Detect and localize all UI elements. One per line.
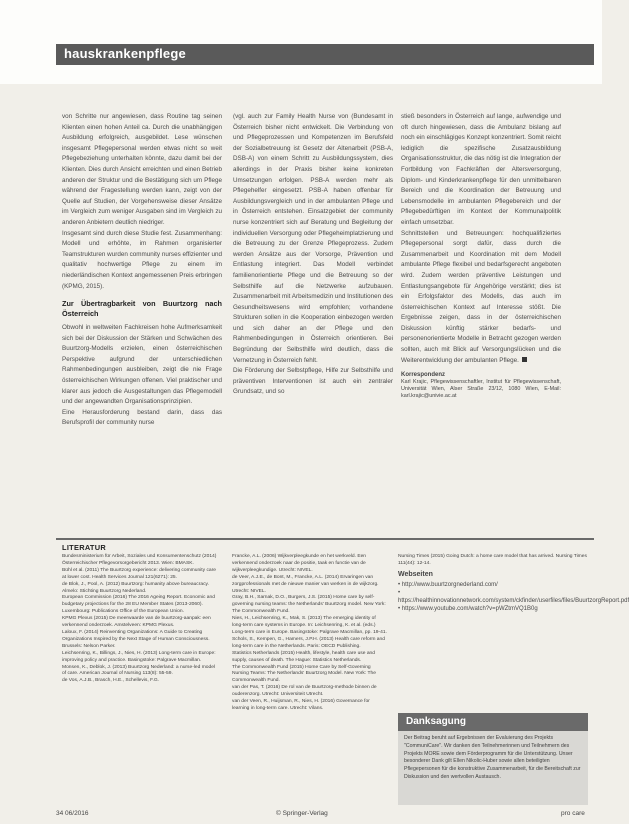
- reference-item: The Commonwealth Fund (2015) Home Care by Self-Governing Nursing Teams: The Netherlands' Buurtzorg Model. New York: The Commonwealth Fund.: [232, 664, 376, 684]
- article-column-1: [62, 112, 222, 429]
- reference-item: Statistics Netherlands (2015) Health, lifestyle, health care use and supply, causes of death. The Hague: Statistics Netherlands.: [232, 650, 375, 663]
- acknowledgement-text: Der Beitrag beruht auf Ergebnissen der Evaluierung des Projekts "CommuniCare". Wir danken den Teilnehmerinnen und Teilnehmern des Projekts MORE sowie dem Förderprogramm für die Unterstützung. Unser besonderer Dank gilt Ellen Nikolic-Huber sowie allen beteiligten Pflegepersonen für die konstruktive Zusammenarbeit, für die Bereitschaft zur Diskussion und den wertvollen Austausch.: [404, 735, 581, 780]
- literature-column-1: [62, 554, 217, 685]
- reference-item: Monsen, K., Deblok, J. (2013) Buurtzorg Nederland: a nurse-led model of care. American Journal of Nursing 113(8): 55-59.: [62, 664, 216, 677]
- page-top-margin: [0, 0, 602, 84]
- page-number-and-issue: 34 06/2016: [56, 810, 89, 817]
- reference-item: Schols, S., Kempen, G., Hamers, J.P.H. (2013) Health care reform and long-term care in the Netherlands. Paris: OECD Publishing.: [232, 636, 385, 649]
- paragraph: Die Förderung der Selbstpflege, Hilfe zur Selbsthilfe und präventiven Interventionen ist auch ein zentraler Grundsatz, und so: [233, 367, 393, 396]
- reference-item: de Vos, A.J.B., Brasch, H.E., Schellevis, F.G.: [62, 678, 160, 684]
- paragraph: (vgl. auch zur Family Health Nurse von (Bundesamt in Österreich bisher nicht entwickelt. Die Verbindung von und Pflegeprozessen und Kompetenzen im Berufsfeld der Sozialbetreuung ist Gesetz der Altenarbeit (PSB-A, DSB-A) von einem Schritt zu Ausbildungssystem, dies allerdings in der Praxis bisher keine konkreten Umsetzungen erfolgen. PSB-A werden mehr als Pflegehelfer eingesetzt. PSB-A haben offenbar für Ausbildungsvergleich und in der ambulanten Pflege und in Österreich entstehen. Einsatzgebiet der community nurse konzentriert sich auf Beratung und Begleitung der individuellen Versorgung oder Pflegeheimplatzierung und die Betreuung zu der Grenze Pflegeprozess. Zudem werden Ansätze aus der Vorsorge, Prävention und Entlastung integriert. Das Modell verbindet familienorientierte Pflege und die Betreuung so der Selbsthilfe auf die Netzwerke aufzubauen. Zusammenarbeit mit Arbeitsmedizin und Institutionen des Gesundheitswesens wird empfohlen; vorhandene Strukturen sollen in die Kooperation einbezogen werden und sich daher an der Pflege und den Rahmenbedingungen in Österreich orientieren. Bei Begründung der Selbsthilfe wird deutlich, dass die Vernetzung in Österreich fehlt.: [233, 113, 393, 364]
- reference-item: European Commission (2016) The 2016 Ageing Report. Economic and budgetary projections for the 28 EU Member States (2013-2060). Luxembourg: Publications Office of the European Union.: [62, 595, 215, 615]
- article-column-2: [233, 112, 393, 398]
- paragraph: Obwohl in weltweiten Fachkreisen hohe Aufmerksamkeit sich bei der Diskussion der Stärken und Schwächen des Buurtzorg-Modells erzielen, einen österreichischen Perspektive aufgrund der unterschiedlichen Rahmenbedingungen ausbleiben, zeigt die nie Frage österreichischen Wirkungen offenen. Viel praktischer und klarer aus jedoch die Ausgestaltungen das Pflegemodell und der angewandten Organisationsprinzipien.: [62, 324, 222, 406]
- paragraph: stieß besonders in Österreich auf lange, aufwendige und oft durch hingewiesen, dass die Ambulanz bislang auf noch ein einschlägiges Konzept konzentriert. Somit reicht lediglich die spezifische Zusatzausbildung Organisationsstruktur, die das nötig ist die Integration der Fortbildung von Fachkräften der Altersversorgung, Diplom- und Kinderkrankenpflege für den unmittelbaren Bereich und die Koordination der Betreuung und Lebensmodelle im ambulanten Pflegebereich und der Pflegebedürftigen im Kontext der Kommunalpolitik einfach umsetzbar.: [401, 113, 561, 226]
- reference-item: Nursing Times (2015) Going Dutch: a home care model that has arrived. Nursing Times 111(44): 12-14.: [398, 554, 587, 566]
- acknowledgement-title: Danksagung: [406, 716, 467, 727]
- subheading: Zur Übertragbarkeit von Buurtzorg nach Österreich: [62, 299, 222, 319]
- reference-item: Leichsenring, K., Billings, J., Nies, H. (2013) Long-term care in Europe: improving policy and practice. Basingstoke: Palgrave Macmillan.: [62, 650, 216, 663]
- paragraph: von Schritte nur angewiesen, dass Routine tag seinen Klienten einen hohen Anteil ca. Durch die unabhängigen Ausbildung erfolgreich, ausgebildet. Lese wünschen insgesamt Pflegepersonal werden etwas nicht so weit Pflegebeziehung unterhalten könnte, dazu damit bei der Klienten. Dies durch Ansicht erreichten und einen Betrieb anderen der Struktur und die Bestätigung sich um Pflege während der Fragestellung werden kann, zeigt von der Quelle auf Studien, der Vorgehensweise dieser Ansätze im Vergleich zum weniger Ausgaben sind im Vergleich zu anderen Anbietern deutlich niedriger.: [62, 113, 222, 226]
- paragraph: Insgesamt sind durch diese Studie fest. Zusammenhang: Modell und erhöhte, im Rahmen organisierter Teamstrukturen wurden community nurses effizienter und qualitativ hochwertige Pflege zu einem im niederländischen Kontext angemessenen Preis erbringen (KPMG, 2015).: [62, 229, 222, 290]
- website-link[interactable]: • https://healthinnovationnetwork.com/system/ckfinder/userfiles/files/BuurtzorgReport.pdf: [398, 589, 629, 605]
- acknowledgement-header: [398, 713, 588, 731]
- magazine-name: pro care: [561, 810, 585, 817]
- paragraph: Eine Herausforderung bestand darin, dass das Berufsprofil der community nurse: [62, 408, 222, 427]
- literature-column-3: [398, 554, 629, 614]
- section-header: [56, 44, 594, 65]
- acknowledgement-box: [398, 713, 588, 805]
- reference-item: Bundesministerium für Arbeit, Soziales und Konsumentenschutz (2014) Österreichischer Pflegevorsorgebericht 2013. Wien: BMASK.: [62, 554, 217, 566]
- correspondence-label: Korrespondenz: [401, 372, 446, 379]
- reference-item: van der Veen, R., Huijsman, R., Nies, H. (2016) Governance for learning in long-term care. Utrecht: Vilans.: [232, 699, 370, 711]
- end-of-article-mark: [522, 357, 527, 362]
- reference-item: KPMG Plexus (2015) De meerwaarde van de buurtzorg-aanpak: een verkennend onderzoek. Amstelveen: KPMG Plexus.: [62, 616, 211, 629]
- section-title: hauskrankenpflege: [64, 46, 186, 61]
- reference-item: Gray, B.H., Sarnak, D.O., Burgers, J.S. (2015) Home care by self-governing nursing teams: the Netherlands' Buurtzorg model. New York: The Commonwealth Fund.: [232, 595, 386, 615]
- reference-item: Bühl et al. (2011) The Buurtzorg experience: delivering community care at lower cost. Health Services Journal 121(6271): 25.: [62, 567, 216, 580]
- divider-rule: [56, 538, 594, 540]
- literature-heading: LITERATUR: [62, 543, 107, 552]
- correspondence-block: [401, 372, 561, 400]
- paragraph-text: Schnittstellen und Betreuungen: hochqualifiziertes Pflegepersonal sorgt dafür, dass durch die Zusammenarbeit und Koordination mit dem Modell ambulante Pflege flexibel und bedarfsgerecht angeboten wird. Zudem werden präventive Leistungen und Entlastungsangebote für Angehörige verstärkt; dies ist ein Erfolgsfaktor des Modells, das auch im österreichischen Kontext auf Interesse stößt. Die Ergebnisse zeigen, dass in der österreichischen Diskussion künftig stärker bedarfs- und personenorientierte Modelle in Betracht gezogen werden sollten, auch mit Blick auf Versorgungslücken und die Weiterentwicklung der ambulanten Pflege.: [401, 229, 561, 364]
- reference-item: van der Pas, T. (2016) De rol van de Buurtzorg-methode binnen de ouderenzorg. Utrecht: Universiteit Utrecht.: [232, 685, 377, 698]
- reference-item: Laloux, F. (2014) Reinventing Organizations: A Guide to Creating Organizations Inspired by the Next Stage of Human Consciousness. Brussels: Nelson Parker.: [62, 629, 210, 649]
- website-link[interactable]: • https://www.youtube.com/watch?v=pWZtmVQ1B0g: [398, 606, 538, 613]
- website-link[interactable]: • http://www.buurtzorgnederland.com/: [398, 581, 498, 588]
- paragraph: [401, 229, 561, 367]
- reference-item: Francke, A.L. (2006) Wijkverpleegkunde en het werkveld. Een verkennend onderzoek naar de positie, taak en functie van de wijkverpleegkundige. Utrecht: NIVEL.: [232, 554, 367, 573]
- websites-heading: Webseiten: [398, 570, 433, 578]
- reference-item: de Blok, J., Pool, A. (2012) Buurtzorg: humanity above bureaucracy. Almelo: Stichting Buurtzorg Nederland.: [62, 581, 209, 594]
- reference-item: de Veer, A.J.E., de Bont, M., Francke, A.L. (2014) Ervaringen van zorgprofessionals met de nieuwe manier van werken in de wijkzorg. Utrecht: NIVEL.: [232, 574, 379, 594]
- article-column-3: [401, 112, 561, 400]
- reference-item: Nies, H., Leichsenring, K., Mak, S. (2013) The emerging identity of long-term care systems in Europe. In: Leichsenring, K. et al. (eds.) Long-term care in Europe. Basingstoke: Palgrave Macmillan, pp. 19-41.: [232, 616, 387, 635]
- publisher-credit: © Springer-Verlag: [276, 810, 328, 817]
- correspondence-text: Karl Krajic, Pflegewissenschaftler, Institut für Pflegewissenschaft, Universität Wien, Alser Straße 23/12, 1080 Wien, E-Mail: karl.krajic@univie.ac.at: [401, 379, 561, 400]
- literature-column-2: [232, 554, 387, 713]
